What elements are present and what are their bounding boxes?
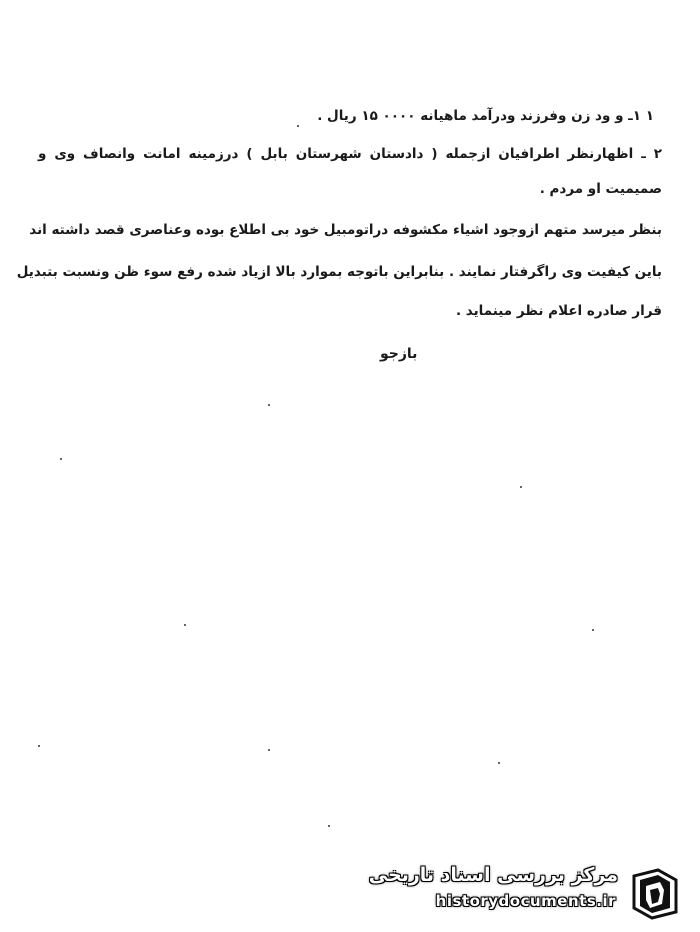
scan-speck <box>38 745 40 747</box>
document-line-5: باین کیفیت وی راگرفتار نمایند . بنابراین باتوجه بموارد بالا ازیاد شده رفع سوء ظن ونسبت بتبدیل <box>16 264 662 280</box>
scan-speck <box>184 624 186 626</box>
watermark-title: مرکز بررسی اسناد تاریخی <box>368 864 618 886</box>
scan-speck <box>268 749 270 751</box>
document-line-4: بنظر میرسد متهم ازوجود اشیاء مکشوفه دراتومبیل خود بی اطلاع بوده وعناصری قصد داشته اند <box>29 222 662 238</box>
document-line-6: قرار صادره اعلام نظر مینماید . <box>455 303 662 319</box>
scan-speck <box>498 762 500 764</box>
scan-speck <box>592 629 594 631</box>
watermark-url: historydocuments.ir <box>435 892 616 910</box>
watermark <box>368 862 688 920</box>
archive-logo-icon <box>628 866 682 920</box>
scan-speck <box>60 458 62 460</box>
document-line-1: ۱ ۱ـ و ود زن وفرزند ودرآمد ماهیانه ۰۰۰۰ ۱۵ ریال . <box>317 108 654 124</box>
scan-speck <box>520 486 522 488</box>
scan-speck <box>268 404 270 406</box>
document-line-2: ۲ ـ اظهارنظر اطرافیان ازجمله ( دادستان شهرستان بابل ) درزمینه امانت وانصاف وی و <box>38 146 662 162</box>
scan-speck <box>297 125 299 127</box>
signature-label: بازجو <box>380 346 418 362</box>
scan-speck <box>328 825 330 827</box>
document-line-3: صمیمیت او مردم . <box>539 181 662 197</box>
